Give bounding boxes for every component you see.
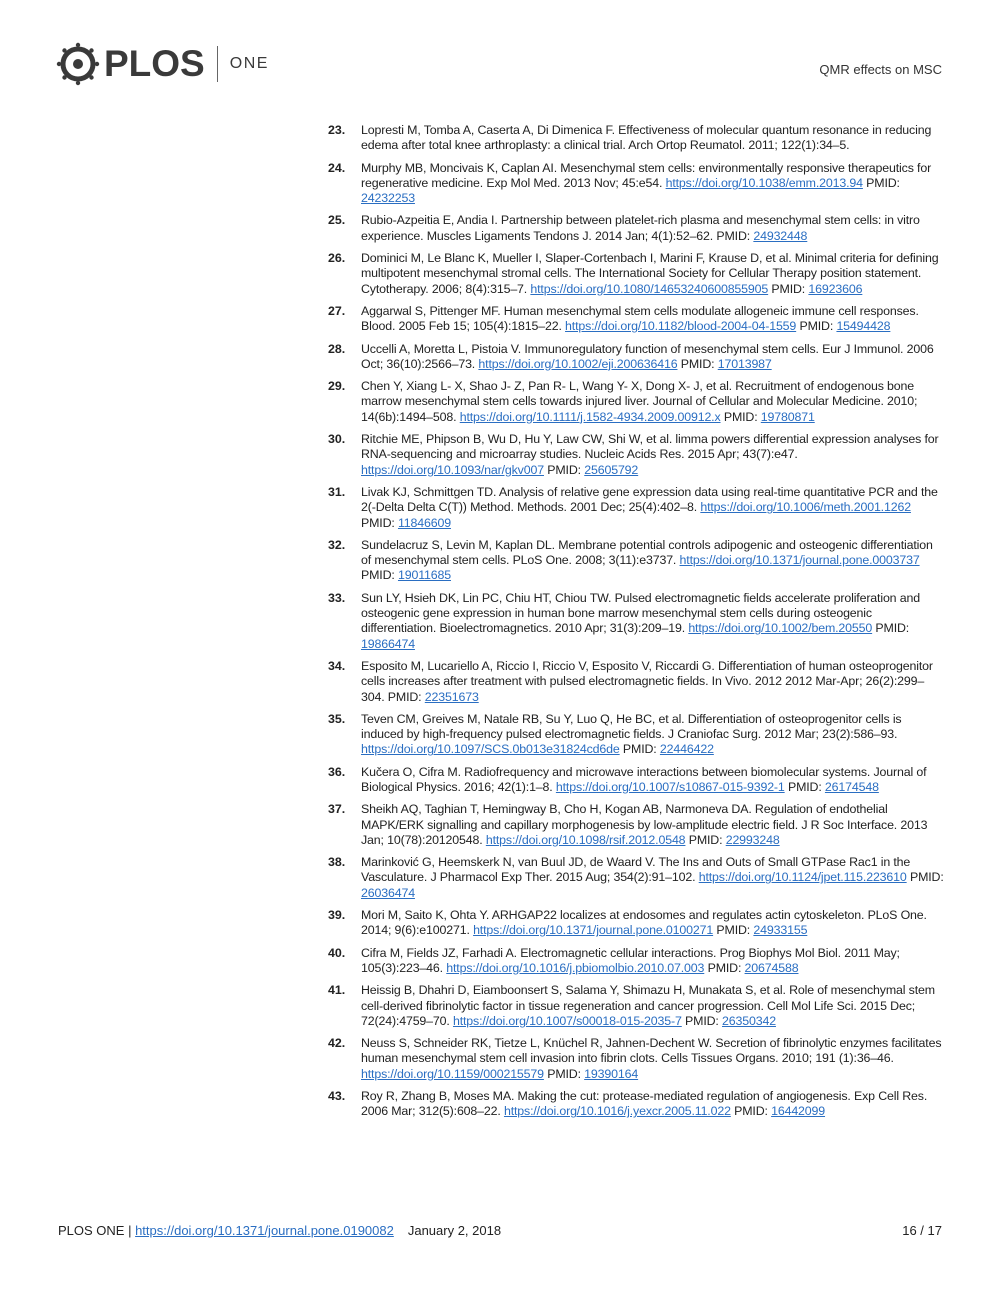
pmid-label: PMID: (784, 779, 825, 794)
reference-number: 29. (328, 379, 346, 394)
pmid-link[interactable]: 25605792 (584, 462, 639, 477)
page-header (0, 0, 1000, 100)
pmid-link[interactable]: 24932448 (753, 228, 808, 243)
running-title: QMR effects on MSC (819, 62, 942, 77)
reference-item (328, 161, 946, 207)
doi-link[interactable]: https://doi.org/10.1016/j.pbiomolbio.2010.07.003 (446, 960, 705, 975)
pmid-link[interactable]: 15494428 (836, 319, 891, 334)
reference-text: Ritchie ME, Phipson B, Wu D, Hu Y, Law CW, Shi W, et al. limma powers differential expression analyses for RNA-sequencing and microarray studies. Nucleic Acids Res. 2015 Apr; 43(7):e47. (361, 432, 939, 462)
pmid-link[interactable]: 22446422 (659, 742, 714, 757)
reference-text: Mori M, Saito K, Ohta Y. ARHGAP22 localizes at endosomes and regulates actin cytoskeleton. PLoS One. 2014; 9(6):e100271. (361, 908, 927, 938)
pmid-link[interactable]: 17013987 (717, 356, 772, 371)
doi-link[interactable]: https://doi.org/10.1006/meth.2001.1262 (700, 500, 911, 515)
reference-item (328, 213, 946, 244)
reference-body (361, 304, 946, 335)
reference-item (328, 485, 946, 531)
reference-body (361, 946, 946, 977)
reference-text: Roy R, Zhang B, Moses MA. Making the cut: protease-mediated regulation of angiogenesis. Exp Cell Res. 2006 Mar; 312(5):608–22. (361, 1089, 928, 1119)
reference-number: 25. (328, 213, 346, 228)
reference-text: Teven CM, Greives M, Natale RB, Su Y, Luo Q, He BC, et al. Differentiation of osteoprogenitor cells is induced by high-frequency pulsed electromagnetic fields. J Craniofac Surg. 2012 Mar; 23(2):586–93. (361, 711, 902, 742)
reference-text: Esposito M, Lucariello A, Riccio I, Riccio V, Esposito V, Riccardi G. Differentiation of human osteoprogenitor cells increases after treatment with pulsed electromagnetic fields. In Vivo. 2012 2012 Mar-Apr; 26(2):299–304. PMID: (361, 658, 933, 704)
logo-text: PLOS (104, 43, 205, 84)
reference-item (328, 802, 946, 848)
reference-item (328, 983, 946, 1029)
pmid-link[interactable]: 24232253 (361, 191, 415, 206)
reference-number: 33. (328, 590, 346, 605)
doi-link[interactable]: https://doi.org/10.1111/j.1582-4934.2009.00912.x (459, 409, 721, 424)
doi-link[interactable]: https://doi.org/10.1098/rsif.2012.0548 (485, 832, 686, 847)
reference-number: 26. (328, 251, 346, 266)
reference-text: Murphy MB, Moncivais K, Caplan AI. Mesenchymal stem cells: environmentally responsive therapeutics for regenerative medicine. Exp Mol Med. 2013 Nov; 45:e54. (361, 160, 932, 190)
doi-link[interactable]: https://doi.org/10.1182/blood-2004-04-1559 (565, 319, 797, 334)
pmid-link[interactable]: 22993248 (725, 832, 780, 847)
reference-item (328, 946, 946, 977)
reference-number: 32. (328, 537, 346, 552)
doi-link[interactable]: https://doi.org/10.1007/s10867-015-9392-1 (555, 779, 785, 794)
reference-body (361, 123, 946, 154)
reference-body (361, 908, 946, 939)
reference-body (361, 659, 946, 705)
reference-number: 38. (328, 855, 346, 870)
footer-date: January 2, 2018 (407, 1223, 502, 1238)
reference-number: 31. (328, 484, 346, 499)
pmid-label: PMID: (872, 621, 910, 636)
doi-link[interactable]: https://doi.org/10.1016/j.yexcr.2005.11.022 (503, 1104, 731, 1119)
doi-link[interactable]: https://doi.org/10.1097/SCS.0b013e31824cd6de (361, 742, 620, 757)
pmid-link[interactable]: 11846609 (397, 515, 451, 530)
logo-subtitle: ONE (229, 55, 269, 72)
reference-body (361, 251, 946, 297)
pmid-link[interactable]: 19011685 (397, 568, 451, 583)
footer-doi-link[interactable]: https://doi.org/10.1371/journal.pone.0190082 (135, 1223, 394, 1238)
reference-text: Aggarwal S, Pittenger MF. Human mesenchymal stem cells modulate allogeneic immune cell responses. Blood. 2005 Feb 15; 105(4):1815–22. (361, 303, 919, 334)
pmid-link[interactable]: 26350342 (722, 1013, 776, 1028)
plos-one-logo[interactable] (56, 40, 269, 88)
reference-body (361, 485, 946, 531)
reference-body (361, 1036, 946, 1082)
pmid-label: PMID: (768, 281, 809, 296)
logo-divider (217, 46, 218, 82)
reference-number: 36. (328, 764, 346, 779)
reference-body (361, 983, 946, 1029)
reference-text: Sundelacruz S, Levin M, Kaplan DL. Membrane potential controls adipogenic and osteogenic differentiation of mesenchymal stem cells. PLoS One. 2008; 3(11):e3737. (361, 537, 933, 568)
reference-body (361, 712, 946, 758)
reference-item (328, 659, 946, 705)
pmid-link[interactable]: 16442099 (771, 1104, 826, 1119)
reference-body (361, 342, 946, 373)
reference-item (328, 432, 946, 478)
reference-text: Heissig B, Dhahri D, Eiamboonsert S, Salama Y, Shimazu H, Munakata S, et al. Role of mesenchymal stem cell-derived fibrinolytic factor in tissue regeneration and cancer progression. Cell Mol Life Sci. 2015 Dec; 72(24):4759–70. (361, 983, 935, 1028)
reference-item (328, 342, 946, 373)
reference-text: Rubio-Azpeitia E, Andia I. Partnership between platelet-rich plasma and mesenchymal stem cells: in vitro experience. Muscles Ligaments Tendons J. 2014 Jan; 4(1):52–62. PMID: (361, 213, 920, 243)
pmid-label: PMID: (619, 742, 660, 757)
doi-link[interactable]: https://doi.org/10.1124/jpet.115.223610 (698, 870, 907, 885)
pmid-link[interactable]: 20674588 (744, 960, 799, 975)
reference-item (328, 304, 946, 335)
reference-text: Neuss S, Schneider RK, Tietze L, Knüchel R, Jahnen-Dechent W. Secretion of fibrinolytic enzymes facilitates human mesenchymal stem cell invasion into fibrin clots. Cells Tissues Organs. 2010; 191 (1):36–46. (361, 1036, 942, 1066)
reference-text: Chen Y, Xiang L- X, Shao J- Z, Pan R- L, Wang Y- X, Dong X- J, et al. Recruitment of endogenous bone marrow mesenchymal stem cells towards injured liver. Journal of Cellular and Molecular Medicine. 2010; 14(6b):1494–508. (361, 379, 918, 424)
doi-link[interactable]: https://doi.org/10.1007/s00018-015-2035-7 (452, 1013, 682, 1028)
doi-link[interactable]: https://doi.org/10.1038/emm.2013.94 (665, 175, 863, 190)
pmid-link[interactable]: 26036474 (361, 885, 415, 900)
page-number: 16 / 17 (902, 1223, 942, 1238)
pmid-label: PMID: (681, 1013, 723, 1028)
reference-text: Sun LY, Hsieh DK, Lin PC, Chiu HT, Chiou TW. Pulsed electromagnetic fields accelerate proliferation and osteogenic gene expression in human bone marrow mesenchymal stem cells during osteogenic differentiation. Bioelectromagnetics. 2010 Apr; 31(3):209–19. (361, 590, 920, 636)
reference-body (361, 591, 946, 652)
pmid-link[interactable]: 19866474 (361, 636, 415, 651)
reference-item (328, 1089, 946, 1120)
reference-item (328, 379, 946, 425)
reference-item (328, 712, 946, 758)
reference-number: 35. (328, 711, 346, 726)
footer-journal: PLOS ONE | (58, 1223, 136, 1238)
pmid-link[interactable]: 22351673 (424, 689, 479, 704)
reference-number: 42. (328, 1036, 346, 1051)
pmid-label: PMID: (862, 175, 900, 190)
pmid-label: PMID: (361, 515, 398, 530)
pmid-label: PMID: (543, 462, 585, 477)
reference-body (361, 213, 946, 244)
reference-body (361, 161, 946, 207)
pmid-label: PMID: (713, 923, 754, 938)
reference-number: 37. (328, 802, 346, 817)
reference-body (361, 855, 946, 901)
reference-list (328, 123, 946, 1127)
pmid-link[interactable]: 19780871 (760, 409, 815, 424)
reference-number: 43. (328, 1089, 346, 1104)
reference-text: Marinković G, Heemskerk N, van Buul JD, de Waard V. The Ins and Outs of Small GTPase Rac1 in the Vasculature. J Pharmacol Exp Ther. 2015 Aug; 354(2):91–102. (361, 855, 911, 885)
pmid-label: PMID: (720, 409, 761, 424)
reference-number: 40. (328, 945, 346, 960)
plos-logo-icon (56, 42, 100, 86)
pmid-label: PMID: (906, 870, 944, 885)
reference-number: 41. (328, 983, 346, 998)
reference-number: 28. (328, 341, 346, 356)
reference-text: Livak KJ, Schmittgen TD. Analysis of relative gene expression data using real-time quantitative PCR and the 2(-Delta Delta C(T)) Method. Methods. 2001 Dec; 25(4):402–8. (361, 484, 938, 515)
doi-link[interactable]: https://doi.org/10.1093/nar/gkv007 (361, 462, 544, 477)
reference-item (328, 1036, 946, 1082)
reference-body (361, 538, 946, 584)
pmid-label: PMID: (677, 356, 718, 371)
reference-body (361, 1089, 946, 1120)
pmid-label: PMID: (796, 319, 837, 334)
reference-text: Uccelli A, Moretta L, Pistoia V. Immunoregulatory function of mesenchymal stem cells. Eur J Immunol. 2006 Oct; 36(10):2566–73. (361, 341, 934, 371)
pmid-label: PMID: (685, 832, 726, 847)
reference-item (328, 908, 946, 939)
pmid-link[interactable]: 16923606 (808, 281, 863, 296)
reference-text: Sheikh AQ, Taghian T, Hemingway B, Cho H, Kogan AB, Narmoneva DA. Regulation of endothelial MAPK/ERK signalling and capillary morphogenesis by low-amplitude electric field. J R Soc Interface. 2013 Jan; 10(78):20120548. (361, 802, 928, 847)
reference-text: Cifra M, Fields JZ, Farhadi A. Electromagnetic cellular interactions. Prog Biophys Mol Biol. 2011 May; 105(3):223–46. (361, 945, 900, 975)
reference-body (361, 432, 946, 478)
doi-link[interactable]: https://doi.org/10.1002/bem.20550 (688, 621, 873, 636)
doi-link[interactable]: https://doi.org/10.1080/14653240600855905 (530, 281, 769, 296)
reference-number: 30. (328, 432, 346, 447)
pmid-link[interactable]: 26174548 (824, 779, 879, 794)
reference-item (328, 123, 946, 154)
doi-link[interactable]: https://doi.org/10.1371/journal.pone.0003737 (679, 553, 920, 568)
pmid-label: PMID: (704, 960, 745, 975)
reference-item (328, 591, 946, 652)
reference-item (328, 251, 946, 297)
reference-number: 23. (328, 123, 346, 137)
doi-link[interactable]: https://doi.org/10.1002/eji.200636416 (478, 356, 678, 371)
pmid-label: PMID: (361, 568, 398, 583)
reference-number: 24. (328, 160, 346, 175)
reference-body (361, 379, 946, 425)
reference-item (328, 765, 946, 796)
pmid-label: PMID: (730, 1104, 772, 1119)
reference-text: Kučera O, Cifra M. Radiofrequency and microwave interactions between biomolecular systems. Journal of Biological Physics. 2016; 42(1):1–8. (361, 764, 927, 794)
reference-number: 27. (328, 303, 346, 318)
reference-text: Dominici M, Le Blanc K, Mueller I, Slaper-Cortenbach I, Marini F, Krause D, et al. Minimal criteria for defining multipotent mesenchymal stromal cells. The International Society for Cellular Therapy position statement. Cytotherapy. 2006; 8(4):315–7. (361, 251, 939, 296)
reference-body (361, 765, 946, 796)
reference-item (328, 538, 946, 584)
pmid-label: PMID: (543, 1066, 585, 1081)
doi-link[interactable]: https://doi.org/10.1371/journal.pone.0100271 (473, 923, 714, 938)
reference-number: 34. (328, 658, 346, 673)
doi-link[interactable]: https://doi.org/10.1159/000215579 (361, 1066, 544, 1081)
reference-body (361, 802, 946, 848)
reference-text: Lopresti M, Tomba A, Caserta A, Di Dimenica F. Effectiveness of molecular quantum resonance in reducing edema after total knee arthroplasty: a clinical trial. Arch Ortop Reumatol. 2011; 122(1):34–5. (361, 123, 932, 153)
reference-number: 39. (328, 908, 346, 923)
reference-item (328, 855, 946, 901)
pmid-link[interactable]: 19390164 (584, 1066, 639, 1081)
pmid-link[interactable]: 24933155 (753, 923, 808, 938)
